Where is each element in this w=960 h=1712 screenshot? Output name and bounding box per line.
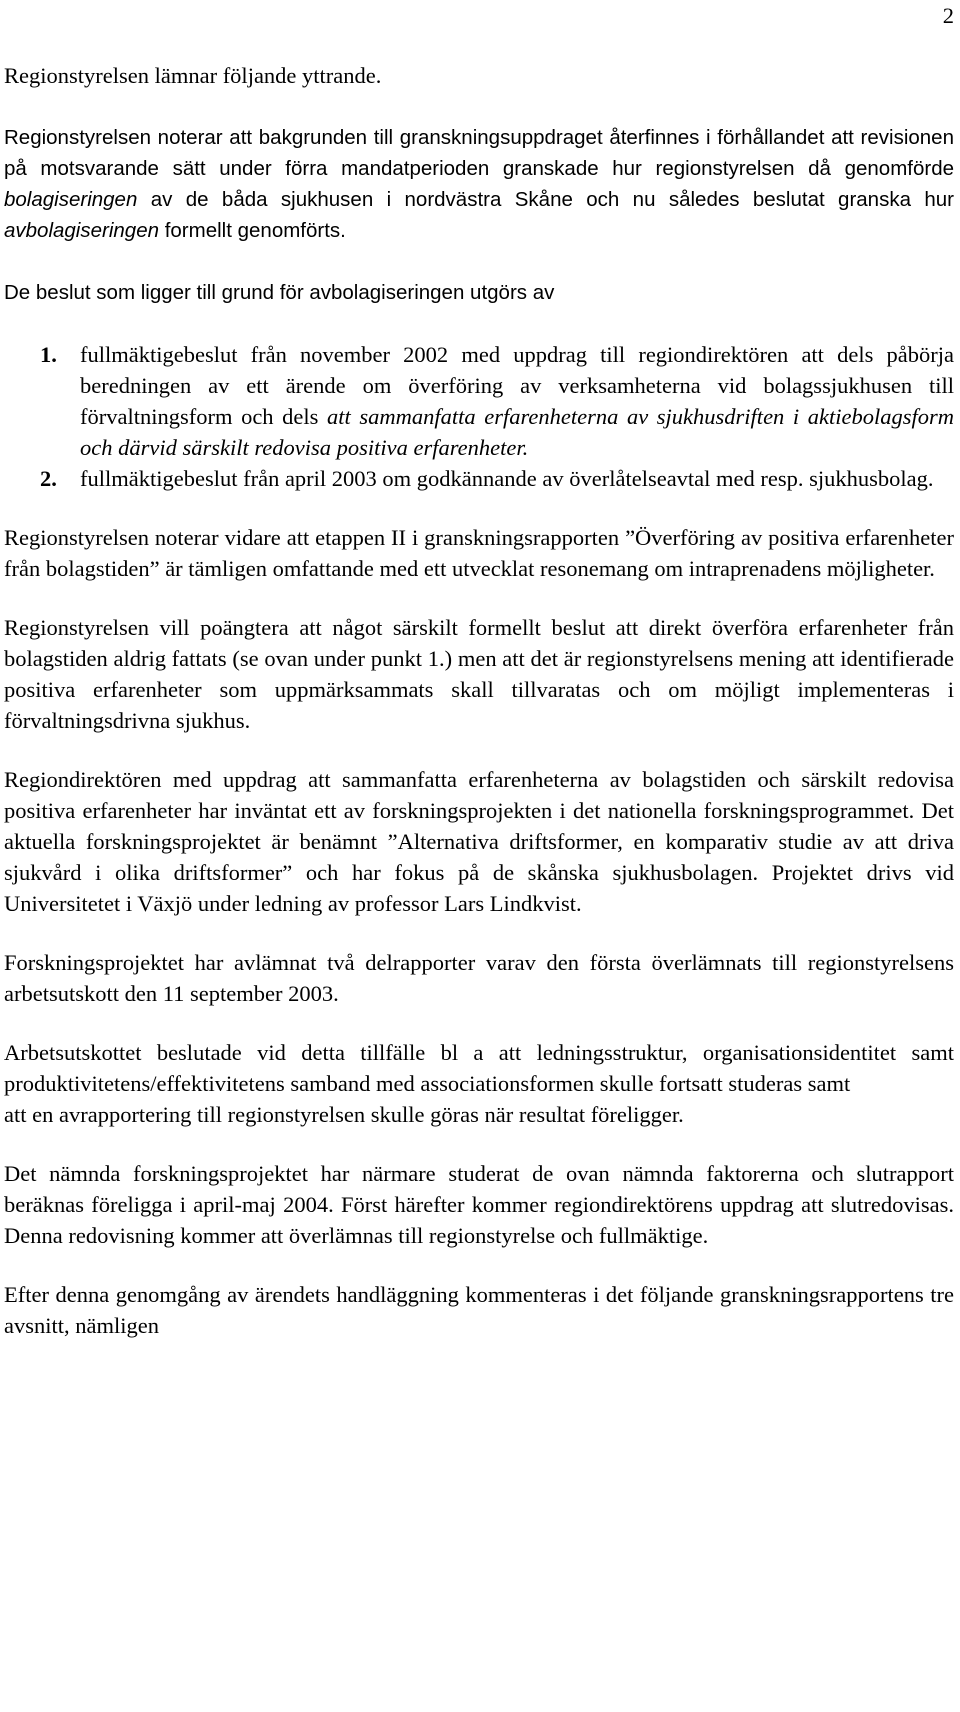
paragraph-committee-decision: Arbetsutskottet beslutade vid detta tillfälle bl a att ledningsstruktur, organisationsidentitet samt produktivitetens/effektivitetens samband med associationsformen skulle fortsatt studeras samt [4, 1040, 954, 1096]
document-body [4, 60, 954, 1341]
paragraph-committee-decision-cont: att en avrapportering till regionstyrelsen skulle göras när resultat föreligger. [4, 1102, 684, 1127]
paragraph-background [4, 122, 954, 246]
paragraph-background-text-2: av de båda sjukhusen i nordvästra Skåne och nu således beslutat granska hur [137, 188, 954, 211]
paragraph-decisions-intro: De beslut som ligger till grund för avbolagiseringen utgörs av [4, 281, 555, 304]
paragraph-background-text-1: Regionstyrelsen noterar att bakgrunden till granskningsuppdraget återfinnes i förhållandet att revisionen på motsvarande sätt under förra mandatperioden granskade hur regionstyrelsen då genomförde [4, 126, 954, 180]
decision-list [4, 339, 954, 494]
paragraph-reports: Forskningsprojektet har avlämnat två delrapporter varav den första överlämnats till regionstyrelsens arbetsutskott den 11 september 2003. [4, 950, 954, 1006]
paragraph-background-text-3: formellt genomförts. [159, 219, 346, 242]
emphasis-avbolagiseringen: avbolagiseringen [4, 219, 160, 242]
paragraph-review: Efter denna genomgång av ärendets handläggning kommenteras i det följande granskningsrapportens tre avsnitt, nämligen [4, 1282, 954, 1338]
emphasis-bolagiseringen: bolagiseringen [4, 188, 138, 211]
list-item [4, 339, 954, 463]
intro-line: Regionstyrelsen lämnar följande yttrande. [4, 63, 382, 88]
list-item-text: fullmäktigebeslut från november 2002 med uppdrag till regiondirektören att dels påbörja beredningen av ett ärende om överföring av verksamheterna vid bolagssjukhusen till förvaltningsform och dels [80, 342, 954, 429]
list-number: 1. [40, 342, 57, 367]
paragraph-research: Regiondirektören med uppdrag att sammanfatta erfarenheterna av bolagstiden och särskilt redovisa positiva erfarenheter har inväntat ett av forskningsprojekten i det nationella forskningsprogrammet. Det aktuella forskningsprojektet är benämnt ”Alternativa driftsformer, en komparativ studie av att driva sjukvård i olika driftsformer” och har fokus på de skånska sjukhusbolagen. Projektet drivs vid Universitetet i Växjö under ledning av professor Lars Lindkvist. [4, 767, 954, 916]
list-number: 2. [40, 466, 57, 491]
list-item-emphasis: att sammanfatta erfarenheterna av sjukhusdriften i aktiebolagsform och därvid särskilt redovisa positiva erfarenheter. [80, 404, 954, 460]
page-number: 2 [942, 3, 954, 28]
list-item-text: fullmäktigebeslut från april 2003 om godkännande av överlåtelseavtal med resp. sjukhusbolag. [80, 466, 934, 491]
paragraph-final-report: Det nämnda forskningsprojektet har närmare studerat de ovan nämnda faktorerna och slutrapport beräknas föreligga i april-maj 2004. Först härefter kommer regiondirektörens uppdrag att slutredovisas. Denna redovisning kommer att överlämnas till regionstyrelse och fullmäktige. [4, 1161, 954, 1248]
list-item [4, 463, 954, 494]
paragraph-etapp: Regionstyrelsen noterar vidare att etappen II i granskningsrapporten ”Överföring av positiva erfarenheter från bolagstiden” är tämligen omfattande med ett utvecklat resonemang om intraprenadens möjligheter. [4, 525, 954, 581]
paragraph-formal-decision: Regionstyrelsen vill poängtera att något särskilt formellt beslut att direkt överföra erfarenheter från bolagstiden aldrig fattats (se ovan under punkt 1.) men att det är regionstyrelsens mening att identifierade positiva erfarenheter som uppmärksammats skall tillvaratas och om möjligt implementeras i förvaltningsdrivna sjukhus. [4, 615, 954, 733]
